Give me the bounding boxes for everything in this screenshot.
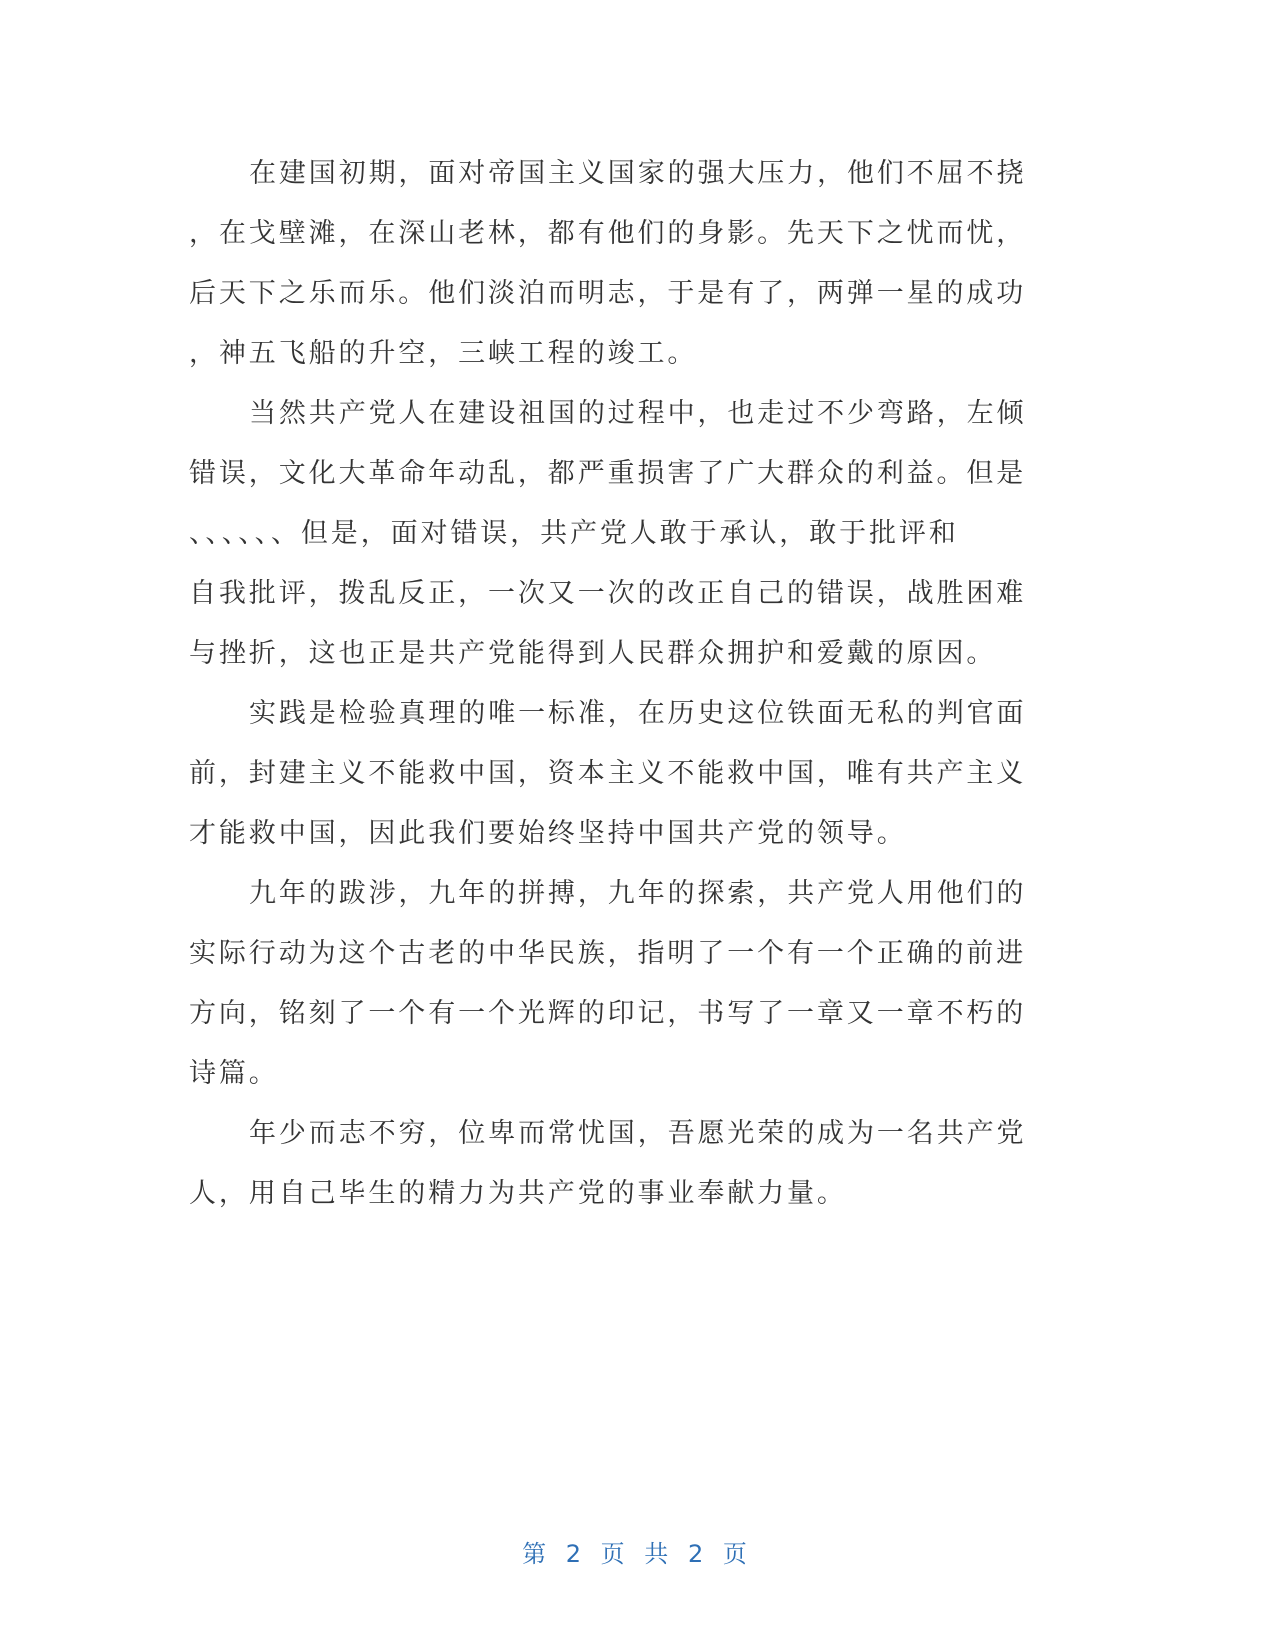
- text-line: 前，封建主义不能救中国，资本主义不能救中国，唯有共产主义: [189, 758, 1027, 789]
- text-line: 后天下之乐而乐。他们淡泊而明志，于是有了，两弹一星的成功: [189, 278, 1027, 309]
- text-line: 自我批评，拨乱反正，一次又一次的改正自己的错误，战胜困难: [189, 578, 1027, 609]
- text-line: 当然共产党人在建设祖国的过程中，也走过不少弯路，左倾: [249, 398, 1027, 429]
- text-line: 诗篇。: [189, 1058, 279, 1089]
- text-line: 才能救中国，因此我们要始终坚持中国共产党的领导。: [189, 818, 907, 849]
- paragraph: [189, 684, 1057, 864]
- paragraph: [189, 384, 1057, 684]
- text-line: 年少而志不穷，位卑而常忧国，吾愿光荣的成为一名共产党: [249, 1118, 1027, 1149]
- page-number-footer: 第 2 页 共 2 页: [522, 1540, 753, 1568]
- paragraph: [189, 1104, 1057, 1224]
- text-line: ，在戈壁滩，在深山老林，都有他们的身影。先天下之忧而忧，: [189, 218, 1027, 249]
- text-line: ，神五飞船的升空，三峡工程的竣工。: [189, 338, 698, 369]
- text-line: 与挫折，这也正是共产党能得到人民群众拥护和爱戴的原因。: [189, 638, 997, 669]
- text-line: 九年的跋涉，九年的拼搏，九年的探索，共产党人用他们的: [249, 878, 1027, 909]
- text-line: 在建国初期，面对帝国主义国家的强大压力，他们不屈不挠: [249, 158, 1027, 189]
- text-line: 错误，文化大革命年动乱，都严重损害了广大群众的利益。但是: [189, 458, 1027, 489]
- text-line: 实践是检验真理的唯一标准，在历史这位铁面无私的判官面: [249, 698, 1027, 729]
- paragraph: [189, 144, 1057, 384]
- text-line: 方向，铭刻了一个有一个光辉的印记，书写了一章又一章不朽的: [189, 998, 1027, 1029]
- text-line: 人，用自己毕生的精力为共产党的事业奉献力量。: [189, 1178, 847, 1209]
- document-body: [189, 144, 1057, 1224]
- text-line: 实际行动为这个古老的中华民族，指明了一个有一个正确的前进: [189, 938, 1027, 969]
- text-line: 、、、、、、但是，面对错误，共产党人敢于承认，敢于批评和: [189, 518, 959, 549]
- paragraph: [189, 864, 1057, 1104]
